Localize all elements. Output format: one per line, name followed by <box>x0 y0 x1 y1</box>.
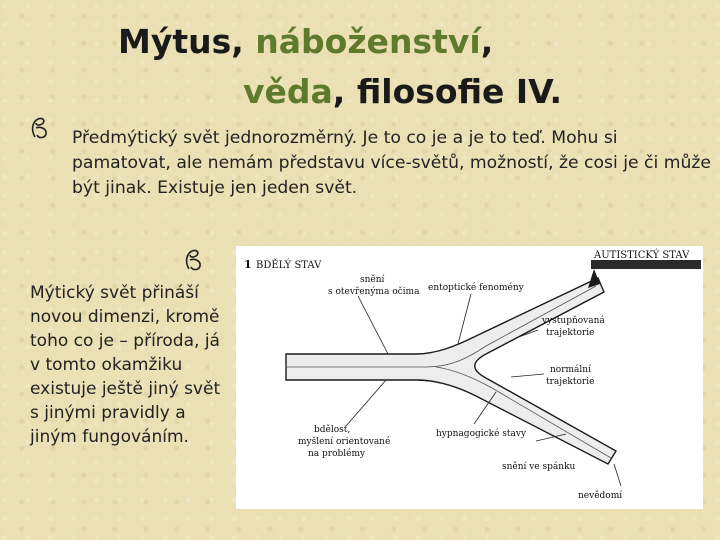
paragraph-premythic-world: Předmýtický svět jednorozměrný. Je to co je a je to teď. Mohu si pamatovat, ale nemám představu více-světů, možností, že cosi je či může být jinak. Existuje jen jeden svět. <box>72 128 711 198</box>
leader-line-nevedomi <box>614 464 621 486</box>
slide-title-line1 <box>118 22 493 61</box>
leader-line-bdelost <box>346 380 386 426</box>
leader-line-entopicke <box>458 294 471 344</box>
label-normalni-line2: trajektorie <box>546 377 595 387</box>
slide-title-line2 <box>243 72 562 111</box>
diagram-top-bar <box>591 260 701 269</box>
label-sneni-ve-spanku: snění ve spánku <box>502 462 576 472</box>
title-text-nabozenstvi: náboženství <box>255 22 481 61</box>
title-text-comma: , <box>480 22 494 61</box>
label-sneni-line2: s otevřenýma očima <box>328 287 420 297</box>
label-hypnagogicke-stavy: hypnagogické stavy <box>436 429 527 439</box>
title-text-mytus: Mýtus, <box>118 22 256 61</box>
consciousness-spectrum-figure <box>236 246 703 509</box>
label-bdelost-line3: na problémy <box>308 449 366 459</box>
label-bdelost-line1: bdělost, <box>314 425 351 435</box>
label-normalni-line1: normální <box>550 365 591 375</box>
paragraph-mythic-world: Mýtický svět přináší novou dimenzi, kromě toho co je – příroda, já v tomto okamžiku existuje ještě jiný svět s jinými pravidly a jiným fungováním. <box>30 283 221 447</box>
leader-line-sneni <box>358 296 388 354</box>
leader-line-normalni <box>511 374 544 377</box>
flourish-bullet-icon <box>30 116 50 140</box>
flourish-bullet-icon <box>184 248 204 272</box>
title-text-veda: věda <box>243 72 333 111</box>
consciousness-diagram <box>236 246 703 509</box>
label-bdely-stav: BDĚLÝ STAV <box>256 260 322 271</box>
label-vystupnovana-line1: vystupňovaná <box>542 316 605 326</box>
label-entopicke-fenomeny: entoptické fenomény <box>428 283 524 293</box>
label-sneni-line1: snění <box>360 275 385 285</box>
label-autisticky-stav: AUTISTICKÝ STAV <box>594 250 690 261</box>
label-nevedomi: nevědomí <box>578 491 623 501</box>
title-text-filosofie: , filosofie IV. <box>332 72 563 111</box>
figure-number: 1 <box>244 258 252 271</box>
label-bdelost-line2: myšlení orientované <box>298 437 391 447</box>
label-vystupnovana-line2: trajektorie <box>546 328 595 338</box>
